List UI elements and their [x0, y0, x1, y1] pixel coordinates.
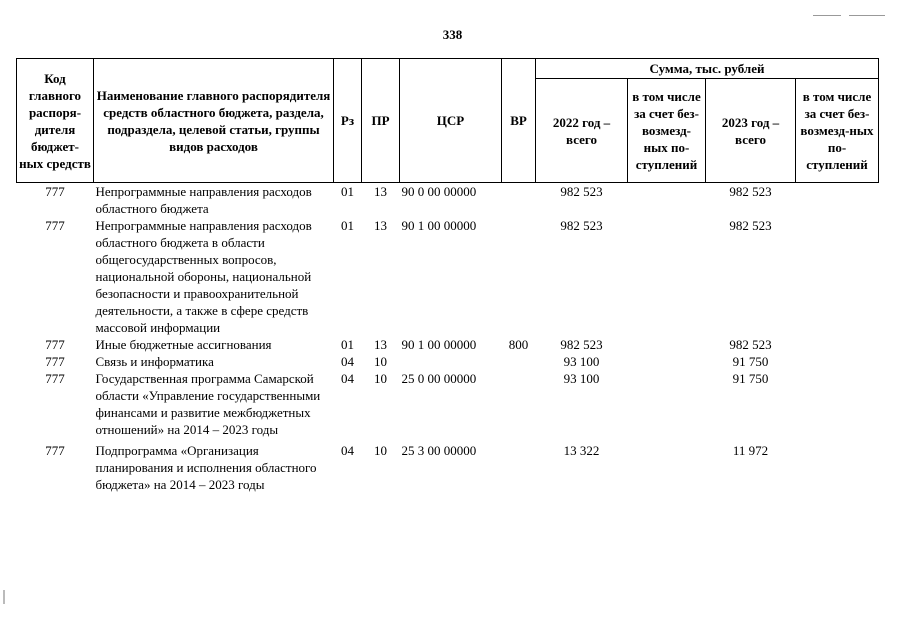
row-incl-2022 — [628, 217, 706, 336]
row-rz: 01 — [341, 218, 354, 233]
page-number: 338 — [442, 27, 463, 42]
row-name: Иные бюджетные ассигнования — [95, 337, 272, 352]
row-sum-2023: 91 750 — [732, 371, 769, 386]
row-code: 777 — [45, 354, 65, 369]
row-pr: 13 — [374, 184, 387, 199]
row-code: 777 — [45, 443, 65, 458]
row-pr: 10 — [374, 371, 387, 386]
row-sum-2022: 982 523 — [560, 184, 603, 199]
row-sum-2023: 982 523 — [729, 184, 772, 199]
row-rz: 04 — [341, 443, 354, 458]
table-row — [17, 217, 879, 336]
row-sum-2023: 11 972 — [732, 443, 769, 458]
row-name: Непрограммные направления расходов областного бюджета в области общегосударственных вопросов, национальной обороны, национальной безопасности и правоохранительной деятельности, а также в сфере средств массовой информации — [95, 218, 312, 335]
row-code: 777 — [45, 371, 65, 386]
row-csr: 90 0 00 00000 — [401, 184, 477, 199]
header-incl-2023: в том числе за счет без-возмезд-ных по-ступлений — [796, 79, 879, 183]
row-sum-2023: 91 750 — [732, 354, 769, 369]
row-code: 777 — [45, 184, 65, 199]
row-vr — [502, 438, 536, 493]
row-incl-2022 — [628, 336, 706, 353]
row-incl-2023 — [796, 353, 879, 370]
row-incl-2023 — [796, 336, 879, 353]
row-incl-2023 — [796, 217, 879, 336]
row-incl-2022 — [628, 370, 706, 438]
row-vr — [502, 183, 536, 218]
row-sum-2023: 982 523 — [729, 337, 772, 352]
row-name: Государственная программа Самарской области «Управление государственными финансами и развитие межбюджетных отношений» на 2014 – 2023 годы — [95, 371, 321, 437]
row-rz: 01 — [341, 184, 354, 199]
header-vr: ВР — [502, 59, 536, 183]
table-row — [17, 370, 879, 438]
row-name: Подпрограмма «Организация планирования и исполнения областного бюджета» на 2014 – 2023 годы — [95, 443, 317, 492]
row-vr — [502, 370, 536, 438]
row-pr: 10 — [374, 354, 387, 369]
row-code: 777 — [45, 218, 65, 233]
header-pr: ПР — [362, 59, 400, 183]
row-code: 777 — [45, 337, 65, 352]
row-vr: 800 — [508, 337, 529, 352]
header-name: Наименование главного распорядителя средств областного бюджета, раздела, подраздела, целевой статьи, группы видов расходов — [94, 59, 334, 183]
row-csr: 90 1 00 00000 — [401, 218, 477, 233]
row-incl-2022 — [628, 438, 706, 493]
row-pr: 13 — [374, 337, 387, 352]
row-csr: 25 3 00 00000 — [401, 443, 477, 458]
table-row — [17, 183, 879, 218]
row-csr — [400, 353, 502, 370]
row-rz: 04 — [341, 354, 354, 369]
row-vr — [502, 353, 536, 370]
row-name: Связь и информатика — [95, 354, 214, 369]
scan-artifact-lines — [805, 6, 885, 24]
header-total-2023: 2023 год – всего — [706, 79, 796, 183]
header-total-2022: 2022 год – всего — [536, 79, 628, 183]
row-incl-2023 — [796, 370, 879, 438]
budget-table — [16, 58, 879, 493]
table-row — [17, 353, 879, 370]
table-row — [17, 336, 879, 353]
row-name: Непрограммные направления расходов областного бюджета — [95, 184, 312, 216]
row-sum-2022: 982 523 — [560, 218, 603, 233]
scan-artifact-mark — [3, 590, 5, 604]
row-sum-2023: 982 523 — [729, 218, 772, 233]
row-sum-2022: 982 523 — [560, 337, 603, 352]
header-code: Код главного распоря-дителя бюджет-ных средств — [17, 59, 94, 183]
row-incl-2023 — [796, 438, 879, 493]
row-pr: 10 — [374, 443, 387, 458]
row-csr: 25 0 00 00000 — [401, 371, 477, 386]
row-incl-2023 — [796, 183, 879, 218]
header-sum: Сумма, тыс. рублей — [536, 59, 879, 79]
row-rz: 01 — [341, 337, 354, 352]
row-incl-2022 — [628, 353, 706, 370]
row-csr: 90 1 00 00000 — [401, 337, 477, 352]
row-vr — [502, 217, 536, 336]
header-csr: ЦСР — [400, 59, 502, 183]
row-sum-2022: 13 322 — [563, 443, 600, 458]
row-rz: 04 — [341, 371, 354, 386]
row-incl-2022 — [628, 183, 706, 218]
row-sum-2022: 93 100 — [563, 354, 600, 369]
row-pr: 13 — [374, 218, 387, 233]
header-incl-2022: в том числе за счет без-возмезд-ных по-ступлений — [628, 79, 706, 183]
table-row — [17, 438, 879, 493]
header-rz: Рз — [334, 59, 362, 183]
row-sum-2022: 93 100 — [563, 371, 600, 386]
